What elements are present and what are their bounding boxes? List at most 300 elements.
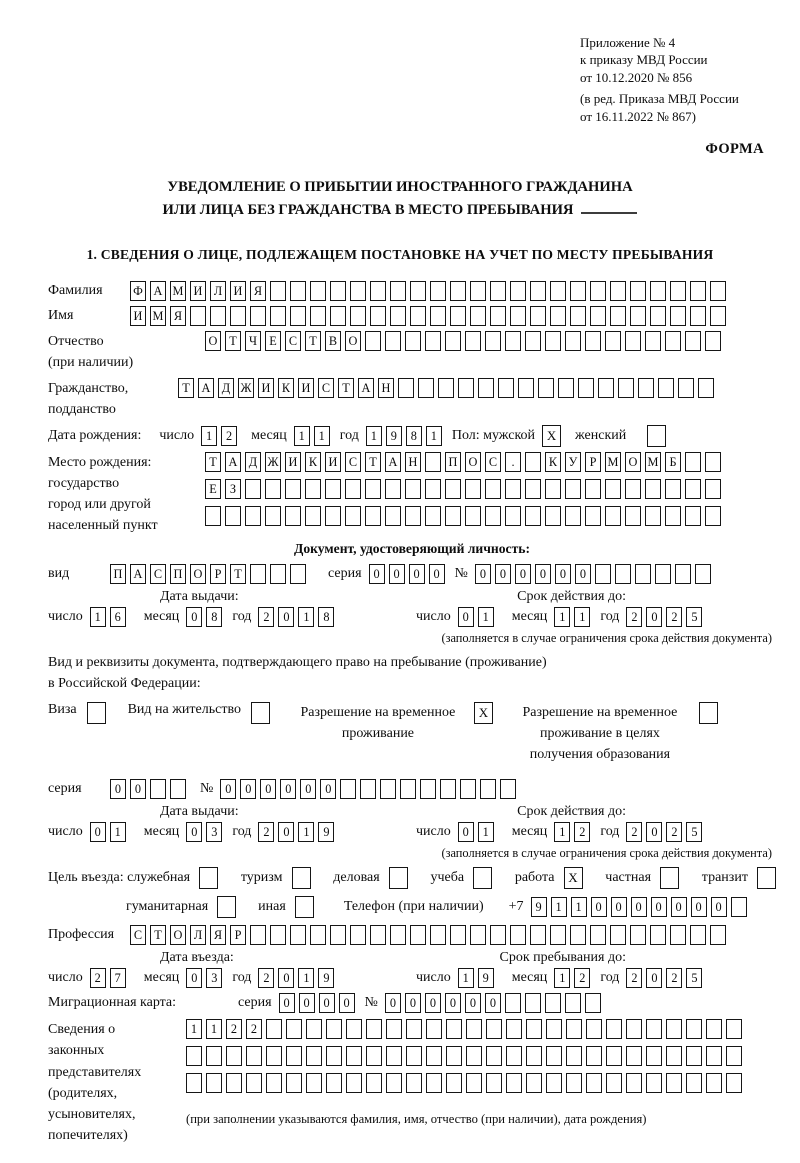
- char-cell: [570, 925, 586, 945]
- entry-year-label: год: [232, 970, 252, 986]
- char-cell: [310, 281, 326, 301]
- char-cell: [638, 378, 654, 398]
- char-cell: [505, 479, 521, 499]
- char-cell: [306, 1019, 322, 1039]
- char-cell: 0: [646, 607, 662, 627]
- char-cell: [210, 306, 226, 326]
- purpose-row2: [126, 896, 776, 918]
- migration-number-boxes: [385, 993, 605, 1013]
- char-cell: [731, 897, 747, 917]
- char-cell: [385, 331, 401, 351]
- entry-title: Дата въезда:: [160, 950, 234, 966]
- citizenship-label: [48, 378, 178, 420]
- char-cell: [286, 1073, 302, 1093]
- birth-place-label-line4: населенный пункт: [48, 517, 158, 533]
- char-cell: [310, 306, 326, 326]
- identity-doc-row: [48, 564, 776, 584]
- char-cell: И: [230, 281, 246, 301]
- char-cell: Т: [305, 331, 321, 351]
- purpose-item: [241, 867, 311, 889]
- char-cell: [270, 925, 286, 945]
- entry-month-label: месяц: [143, 970, 180, 986]
- char-cell: 9: [318, 968, 334, 988]
- char-cell: [325, 479, 341, 499]
- char-cell: [326, 1019, 342, 1039]
- char-cell: [525, 479, 541, 499]
- char-cell: [400, 779, 416, 799]
- permit-dates: [48, 822, 776, 842]
- purpose-label: работа: [514, 870, 555, 886]
- char-cell: [706, 1046, 722, 1066]
- doc-issue-day-boxes: [90, 607, 130, 627]
- char-cell: [655, 564, 671, 584]
- temp-residence-checkbox: X: [474, 702, 493, 724]
- char-cell: [446, 1019, 462, 1039]
- purpose-item: [605, 867, 679, 889]
- stay-month-label: месяц: [511, 970, 548, 986]
- char-cell: С: [150, 564, 166, 584]
- identity-doc-heading: Документ, удостоверяющий личность:: [294, 540, 530, 556]
- birth-month-label: месяц: [251, 427, 287, 443]
- char-cell: [398, 378, 414, 398]
- purpose-other-checkbox: [295, 896, 314, 918]
- char-cell: [570, 306, 586, 326]
- char-cell: Т: [338, 378, 354, 398]
- char-cell: [630, 925, 646, 945]
- char-cell: 2: [626, 607, 642, 627]
- char-cell: [370, 306, 386, 326]
- char-cell: 0: [278, 968, 294, 988]
- char-cell: [485, 479, 501, 499]
- char-cell: [525, 452, 541, 472]
- doc-valid-day-boxes: [458, 607, 498, 627]
- char-cell: [678, 378, 694, 398]
- char-cell: 8: [318, 607, 334, 627]
- visa-label: Виза: [48, 702, 77, 718]
- char-cell: 8: [406, 426, 422, 446]
- stay-title: Срок пребывания до:: [499, 950, 626, 966]
- char-cell: 0: [240, 779, 256, 799]
- char-cell: 0: [405, 993, 421, 1013]
- char-cell: [670, 306, 686, 326]
- char-cell: [726, 1046, 742, 1066]
- char-cell: А: [358, 378, 374, 398]
- char-cell: [590, 925, 606, 945]
- char-cell: [245, 479, 261, 499]
- page-title-line1: УВЕДОМЛЕНИЕ О ПРИБЫТИИ ИНОСТРАННОГО ГРАЖДАНИНА: [167, 179, 633, 196]
- permit-valid-title: Срок действия до:: [517, 804, 626, 820]
- char-cell: А: [198, 378, 214, 398]
- char-cell: 0: [646, 822, 662, 842]
- char-cell: [350, 306, 366, 326]
- char-cell: 1: [574, 607, 590, 627]
- birth-place-row: [48, 452, 776, 536]
- char-cell: 0: [186, 822, 202, 842]
- guardians-boxes-row3: [186, 1073, 746, 1093]
- char-cell: Р: [585, 452, 601, 472]
- char-cell: 1: [314, 426, 330, 446]
- char-cell: [370, 925, 386, 945]
- char-cell: [466, 1073, 482, 1093]
- char-cell: [345, 506, 361, 526]
- birth-date-row: [48, 425, 776, 447]
- patronymic-label-line2: (при наличии): [48, 354, 134, 370]
- char-cell: [285, 479, 301, 499]
- char-cell: [385, 506, 401, 526]
- char-cell: [425, 506, 441, 526]
- char-cell: О: [345, 331, 361, 351]
- char-cell: 0: [475, 564, 491, 584]
- char-cell: [305, 506, 321, 526]
- char-cell: [705, 452, 721, 472]
- permit-date-titles: [48, 804, 776, 820]
- char-cell: 0: [515, 564, 531, 584]
- char-cell: [666, 1046, 682, 1066]
- char-cell: 9: [531, 897, 547, 917]
- char-cell: [405, 479, 421, 499]
- char-cell: [425, 452, 441, 472]
- char-cell: Ч: [245, 331, 261, 351]
- char-cell: 1: [554, 607, 570, 627]
- sex-female-checkbox: [647, 425, 666, 447]
- char-cell: [206, 1073, 222, 1093]
- char-cell: [340, 779, 356, 799]
- birth-year-boxes: [366, 426, 446, 446]
- char-cell: [206, 1046, 222, 1066]
- char-cell: 2: [626, 968, 642, 988]
- char-cell: [270, 306, 286, 326]
- char-cell: Т: [178, 378, 194, 398]
- char-cell: [685, 452, 701, 472]
- char-cell: [526, 1073, 542, 1093]
- char-cell: Ж: [238, 378, 254, 398]
- char-cell: 6: [110, 607, 126, 627]
- char-cell: П: [170, 564, 186, 584]
- migration-card-row: [48, 993, 776, 1013]
- char-cell: [386, 1046, 402, 1066]
- char-cell: З: [225, 479, 241, 499]
- char-cell: И: [258, 378, 274, 398]
- migration-card-label: Миграционная карта:: [48, 995, 177, 1011]
- char-cell: С: [130, 925, 146, 945]
- char-cell: [485, 331, 501, 351]
- char-cell: [246, 1073, 262, 1093]
- birth-place-label-line2: государство: [48, 475, 120, 491]
- char-cell: [705, 331, 721, 351]
- char-cell: [685, 331, 701, 351]
- char-cell: 0: [300, 779, 316, 799]
- char-cell: [205, 506, 221, 526]
- purpose-label: туризм: [240, 870, 283, 886]
- char-cell: [545, 479, 561, 499]
- char-cell: [365, 506, 381, 526]
- char-cell: [470, 925, 486, 945]
- char-cell: [546, 1019, 562, 1039]
- char-cell: [590, 306, 606, 326]
- char-cell: 0: [535, 564, 551, 584]
- guardians-label-line: законных: [48, 1043, 105, 1059]
- char-cell: 5: [686, 968, 702, 988]
- char-cell: [585, 331, 601, 351]
- char-cell: [350, 281, 366, 301]
- doc-valid-day-label: число: [416, 608, 451, 624]
- birth-year-label: год: [339, 427, 359, 443]
- char-cell: [626, 1073, 642, 1093]
- birth-place-boxes-row3: [205, 506, 725, 526]
- char-cell: [365, 479, 381, 499]
- guardians-label-line: попечителях): [48, 1128, 128, 1144]
- migration-series-boxes: [279, 993, 359, 1013]
- birth-place-boxes-row1: [205, 452, 725, 472]
- surname-row: [48, 281, 776, 301]
- char-cell: [386, 1019, 402, 1039]
- char-cell: 2: [666, 968, 682, 988]
- char-cell: О: [465, 452, 481, 472]
- char-cell: [306, 1073, 322, 1093]
- guardians-label-line: (родителях,: [48, 1085, 118, 1101]
- char-cell: [366, 1046, 382, 1066]
- char-cell: 0: [278, 822, 294, 842]
- revision-line: от 16.11.2022 № 867): [580, 108, 697, 124]
- guardians-boxes-row2: [186, 1046, 746, 1066]
- char-cell: [425, 331, 441, 351]
- char-cell: [538, 378, 554, 398]
- char-cell: [605, 331, 621, 351]
- purpose-label: транзит: [701, 870, 748, 886]
- char-cell: Д: [218, 378, 234, 398]
- char-cell: [406, 1019, 422, 1039]
- char-cell: [626, 1019, 642, 1039]
- char-cell: В: [325, 331, 341, 351]
- char-cell: [546, 1046, 562, 1066]
- char-cell: [360, 779, 376, 799]
- purpose-label: служебная: [127, 870, 191, 886]
- char-cell: [530, 925, 546, 945]
- char-cell: [670, 281, 686, 301]
- char-cell: [525, 506, 541, 526]
- char-cell: [665, 331, 681, 351]
- char-cell: [326, 1046, 342, 1066]
- char-cell: А: [150, 281, 166, 301]
- doc-valid-month-boxes: [554, 607, 594, 627]
- char-cell: [460, 779, 476, 799]
- char-cell: Ж: [265, 452, 281, 472]
- char-cell: 2: [221, 426, 237, 446]
- appendix-note: [580, 34, 766, 125]
- birth-place-label: [48, 452, 205, 536]
- char-cell: [710, 925, 726, 945]
- char-cell: Д: [245, 452, 261, 472]
- residence-doc-series-row: [48, 779, 776, 799]
- char-cell: [290, 564, 306, 584]
- char-cell: [465, 506, 481, 526]
- char-cell: [658, 378, 674, 398]
- char-cell: [430, 306, 446, 326]
- guardians-label-line: Сведения о: [48, 1022, 116, 1038]
- char-cell: 0: [445, 993, 461, 1013]
- char-cell: [710, 306, 726, 326]
- purpose-study-checkbox: [473, 867, 492, 889]
- purpose-label: иная: [258, 899, 286, 915]
- sex-label: Пол: мужской: [451, 427, 536, 443]
- char-cell: [490, 925, 506, 945]
- char-cell: [606, 1073, 622, 1093]
- char-cell: Я: [170, 306, 186, 326]
- char-cell: [285, 506, 301, 526]
- char-cell: Н: [378, 378, 394, 398]
- char-cell: С: [345, 452, 361, 472]
- char-cell: Я: [210, 925, 226, 945]
- purpose-official-checkbox: [199, 867, 218, 889]
- char-cell: 0: [631, 897, 647, 917]
- permit-issue-day-boxes: [90, 822, 130, 842]
- char-cell: [606, 1019, 622, 1039]
- char-cell: [565, 479, 581, 499]
- char-cell: 0: [485, 993, 501, 1013]
- char-cell: [500, 779, 516, 799]
- char-cell: А: [130, 564, 146, 584]
- char-cell: 1: [366, 426, 382, 446]
- purpose-label: гуманитарная: [126, 899, 209, 915]
- doc-number-label: №: [454, 565, 468, 581]
- char-cell: И: [325, 452, 341, 472]
- residence-permit-label: Вид на жительство: [127, 702, 241, 718]
- char-cell: [690, 925, 706, 945]
- char-cell: [266, 1073, 282, 1093]
- char-cell: 0: [495, 564, 511, 584]
- patronymic-boxes: [205, 331, 725, 351]
- permit-issue-day-label: число: [48, 824, 83, 840]
- char-cell: [646, 1046, 662, 1066]
- char-cell: 0: [320, 779, 336, 799]
- profession-row: [48, 925, 776, 945]
- char-cell: [615, 564, 631, 584]
- char-cell: [286, 1046, 302, 1066]
- stay-year-boxes: [626, 968, 706, 988]
- char-cell: [430, 281, 446, 301]
- char-cell: [510, 306, 526, 326]
- doc-valid-month-label: месяц: [511, 608, 548, 624]
- stay-day-boxes: [458, 968, 498, 988]
- permit-series-boxes: [110, 779, 190, 799]
- char-cell: [150, 779, 166, 799]
- char-cell: Ф: [130, 281, 146, 301]
- char-cell: [690, 281, 706, 301]
- purpose-humanitarian-checkbox: [217, 896, 236, 918]
- char-cell: [675, 564, 691, 584]
- char-cell: 1: [551, 897, 567, 917]
- char-cell: [438, 378, 454, 398]
- char-cell: 0: [279, 993, 295, 1013]
- char-cell: [610, 925, 626, 945]
- char-cell: 0: [319, 993, 335, 1013]
- doc-validity-note: (заполняется в случае ограничения срока действия документа): [441, 630, 772, 645]
- char-cell: [406, 1046, 422, 1066]
- char-cell: [478, 378, 494, 398]
- surname-label: Фамилия: [48, 282, 103, 298]
- permit-valid-day-boxes: [458, 822, 498, 842]
- char-cell: [550, 306, 566, 326]
- char-cell: [385, 479, 401, 499]
- char-cell: [265, 506, 281, 526]
- char-cell: [706, 1019, 722, 1039]
- char-cell: [686, 1073, 702, 1093]
- char-cell: [290, 281, 306, 301]
- char-cell: 2: [226, 1019, 242, 1039]
- citizenship-label-line2: подданство: [48, 401, 116, 417]
- char-cell: 1: [426, 426, 442, 446]
- char-cell: 0: [186, 607, 202, 627]
- entry-day-boxes: [90, 968, 130, 988]
- patronymic-row: [48, 331, 776, 373]
- guardians-label-line: представителях: [48, 1064, 142, 1080]
- entry-day-label: число: [48, 970, 83, 986]
- char-cell: [326, 1073, 342, 1093]
- char-cell: 0: [575, 564, 591, 584]
- char-cell: [330, 306, 346, 326]
- char-cell: 1: [458, 968, 474, 988]
- char-cell: [365, 331, 381, 351]
- doc-valid-year-boxes: [626, 607, 706, 627]
- char-cell: О: [170, 925, 186, 945]
- char-cell: [498, 378, 514, 398]
- char-cell: [726, 1073, 742, 1093]
- char-cell: [606, 1046, 622, 1066]
- char-cell: 0: [186, 968, 202, 988]
- char-cell: [545, 993, 561, 1013]
- char-cell: К: [278, 378, 294, 398]
- char-cell: [546, 1073, 562, 1093]
- citizenship-row: [48, 378, 776, 420]
- char-cell: С: [485, 452, 501, 472]
- char-cell: [698, 378, 714, 398]
- purpose-business-checkbox: [389, 867, 408, 889]
- char-cell: М: [150, 306, 166, 326]
- birth-place-label-line1: Место рождения:: [48, 454, 152, 470]
- purpose-private-checkbox: [660, 867, 679, 889]
- doc-issue-day-label: число: [48, 608, 83, 624]
- char-cell: [645, 479, 661, 499]
- char-cell: [250, 564, 266, 584]
- citizenship-label-line1: Гражданство,: [48, 380, 129, 396]
- doc-valid-title: Срок действия до:: [517, 588, 626, 604]
- char-cell: [486, 1019, 502, 1039]
- char-cell: [586, 1046, 602, 1066]
- char-cell: О: [190, 564, 206, 584]
- char-cell: [506, 1073, 522, 1093]
- char-cell: 1: [186, 1019, 202, 1039]
- char-cell: [558, 378, 574, 398]
- char-cell: [250, 306, 266, 326]
- doc-issue-title: Дата выдачи:: [160, 588, 239, 604]
- char-cell: [186, 1073, 202, 1093]
- char-cell: К: [545, 452, 561, 472]
- revision-line: (в ред. Приказа МВД России: [580, 91, 739, 107]
- char-cell: П: [110, 564, 126, 584]
- char-cell: [190, 306, 206, 326]
- char-cell: 0: [651, 897, 667, 917]
- char-cell: [346, 1046, 362, 1066]
- char-cell: 0: [591, 897, 607, 917]
- char-cell: [705, 479, 721, 499]
- entry-date-titles: [48, 950, 776, 966]
- char-cell: [686, 1046, 702, 1066]
- char-cell: [250, 925, 266, 945]
- purpose-item: [430, 867, 492, 889]
- option-residence-permit: [128, 702, 270, 724]
- stay-day-label: число: [416, 970, 451, 986]
- firstname-row: [48, 306, 776, 326]
